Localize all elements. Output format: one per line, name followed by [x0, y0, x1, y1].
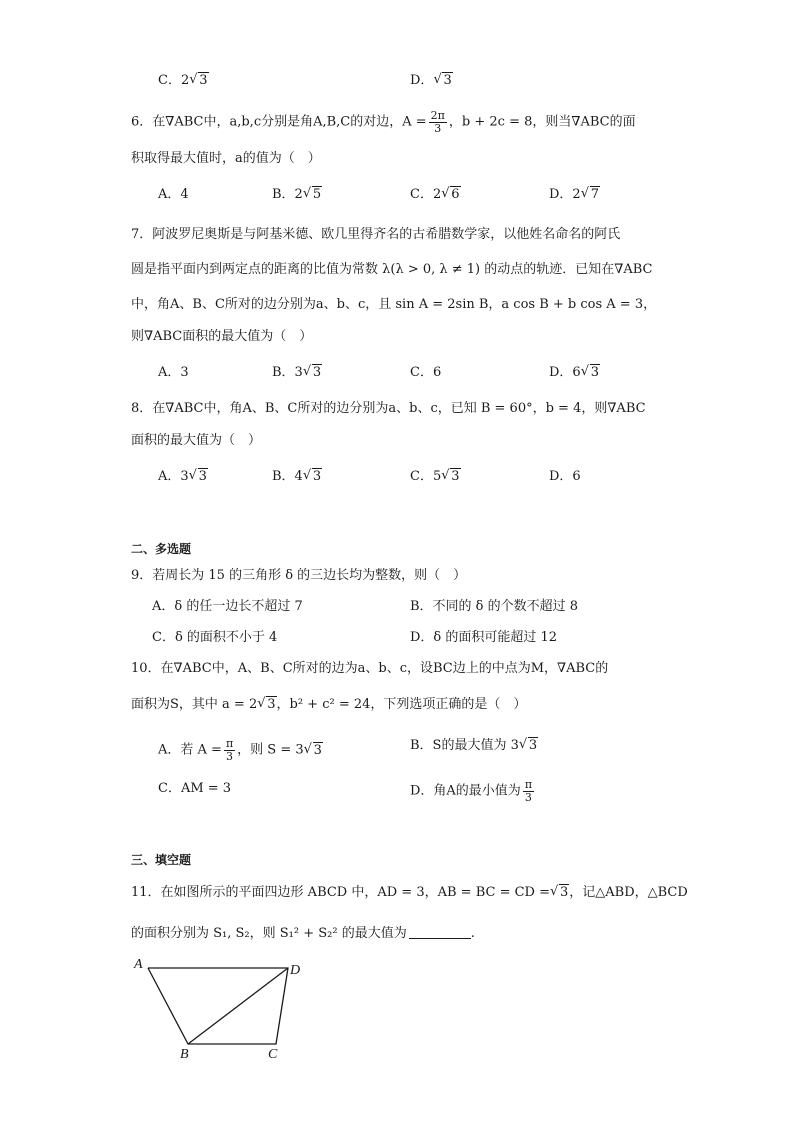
sqrt: √ 3 [303, 469, 322, 485]
sqrt: √ 3 [257, 697, 276, 713]
q10-option-b: B．S的最大值为 3√ 3 [410, 738, 538, 754]
fraction: $\frac{\pi}{3}$ [225, 737, 234, 763]
q6-option-d: D．2√ 7 [549, 187, 600, 203]
q9-option-b: B．不同的 δ 的个数不超过 8 [410, 599, 579, 614]
q6-stem-line2: 积取得最大值时，a的值为（ ） [131, 151, 321, 166]
q10-option-d: D．角A的最小值为 $\frac{\pi}{3}$ [410, 778, 533, 804]
answer-blank [409, 926, 471, 939]
q10-stem-line2: 面积为S，其中 a = 2√ 3，b² + c² = 24，下列选项正确的是（ ） [131, 697, 526, 713]
q8-stem-line2: 面积的最大值为（ ） [131, 433, 262, 448]
sqrt: √ 3 [433, 73, 452, 89]
q9-option-d: D．δ 的面积可能超过 12 [410, 630, 558, 645]
q7-stem-line1: 7．阿波罗尼奥斯是与阿基米德、欧几里得齐名的古希腊数学家，以他姓名命名的阿氏 [131, 227, 621, 242]
section-heading-multiple-choice: 二、多选题 [131, 542, 192, 556]
q8-stem-line1: 8．在∇ABC中，角A、B、C所对的边分别为a、b、c，已知 B = 60°，b = 4，则∇ABC [131, 401, 646, 416]
section-heading-fill-in: 三、填空题 [131, 853, 192, 867]
q7-stem-line4: 则∇ABC面积的最大值为（ ） [131, 329, 313, 344]
quadrilateral-figure [128, 952, 308, 1062]
sqrt: √ 3 [581, 365, 600, 381]
q5-option-c [158, 73, 209, 89]
q6-option-a: A．4 [158, 187, 189, 202]
sqrt: √ 3 [304, 743, 323, 759]
q9-stem: 9．若周长为 15 的三角形 δ 的三边长均为整数，则（ ） [131, 568, 467, 583]
q7-option-b: B．3√ 3 [272, 365, 322, 381]
sqrt: √ 7 [581, 187, 600, 203]
q7-option-d: D．6√ 3 [549, 365, 600, 381]
q6-option-b: B．2√ 5 [272, 187, 322, 203]
sqrt: √ 6 [441, 187, 460, 203]
sqrt: √ 3 [550, 885, 569, 901]
q5-option-d [410, 73, 453, 89]
label-d: D [290, 963, 301, 978]
q5-option-d-text: D． [410, 73, 434, 88]
sqrt: √ 5 [303, 187, 322, 203]
q6-stem-line1: 6．在∇ABC中，a,b,c分别是角A,B,C的对边，A = $\frac{2\pi}{3}$ ，b + 2c = 8，则当∇ABC的面 [131, 109, 636, 135]
label-b: B [180, 1047, 189, 1062]
label-a: A [134, 957, 143, 972]
q8-option-b: B．4√ 3 [272, 469, 322, 485]
label-c: C [268, 1047, 278, 1062]
sqrt: √ 3 [189, 469, 208, 485]
q7-stem-line3: 中，角A、B、C所对的边分别为a、b、c，且 sin A = 2sin B，a cos B + b cos A = 3， [131, 297, 657, 312]
q8-option-c: C．5√ 3 [410, 469, 461, 485]
fraction: $\frac{2\pi}{3}$ [430, 109, 445, 135]
quadrilateral-outline [148, 968, 288, 1044]
fraction: $\frac{\pi}{3}$ [524, 778, 533, 804]
q10-stem-line1: 10．在∇ABC中，A、B、C所对的边为a、b、c，设BC边上的中点为M，∇ABC的 [131, 661, 609, 676]
q8-option-d: D．6 [549, 469, 581, 484]
q11-stem-line2: 的面积分别为 S₁, S₂，则 S₁² + S₂² 的最大值为 . [131, 926, 475, 941]
sqrt: √ 3 [519, 738, 538, 754]
q9-option-a: A．δ 的任一边长不超过 7 [152, 599, 303, 614]
q6-option-c: C．2√ 6 [410, 187, 461, 203]
q8-option-a: A．3√ 3 [158, 469, 208, 485]
q10-option-c: C．AM = 3 [158, 781, 232, 796]
q7-stem-line2: 圆是指平面内到两定点的距离的比值为常数 λ(λ > 0, λ ≠ 1) 的动点的轨迹．已知在∇ABC [131, 262, 653, 277]
q11-stem-line1: 11．在如图所示的平面四边形 ABCD 中，AD = 3，AB = BC = CD =√ 3，记△ABD，△BCD [131, 885, 688, 901]
q9-option-c: C．δ 的面积不小于 4 [152, 630, 278, 645]
diagonal-bd [188, 968, 288, 1044]
sqrt: √ 3 [441, 469, 460, 485]
sqrt: √ 3 [303, 365, 322, 381]
q7-option-c: C．6 [410, 365, 442, 380]
q10-option-a: A．若 A = $\frac{\pi}{3}$ ，则 S = 3√ 3 [158, 738, 323, 762]
sqrt: √ 3 [189, 73, 208, 89]
q7-option-a: A．3 [158, 365, 189, 380]
q5-option-c-text: C．2 [158, 73, 190, 88]
